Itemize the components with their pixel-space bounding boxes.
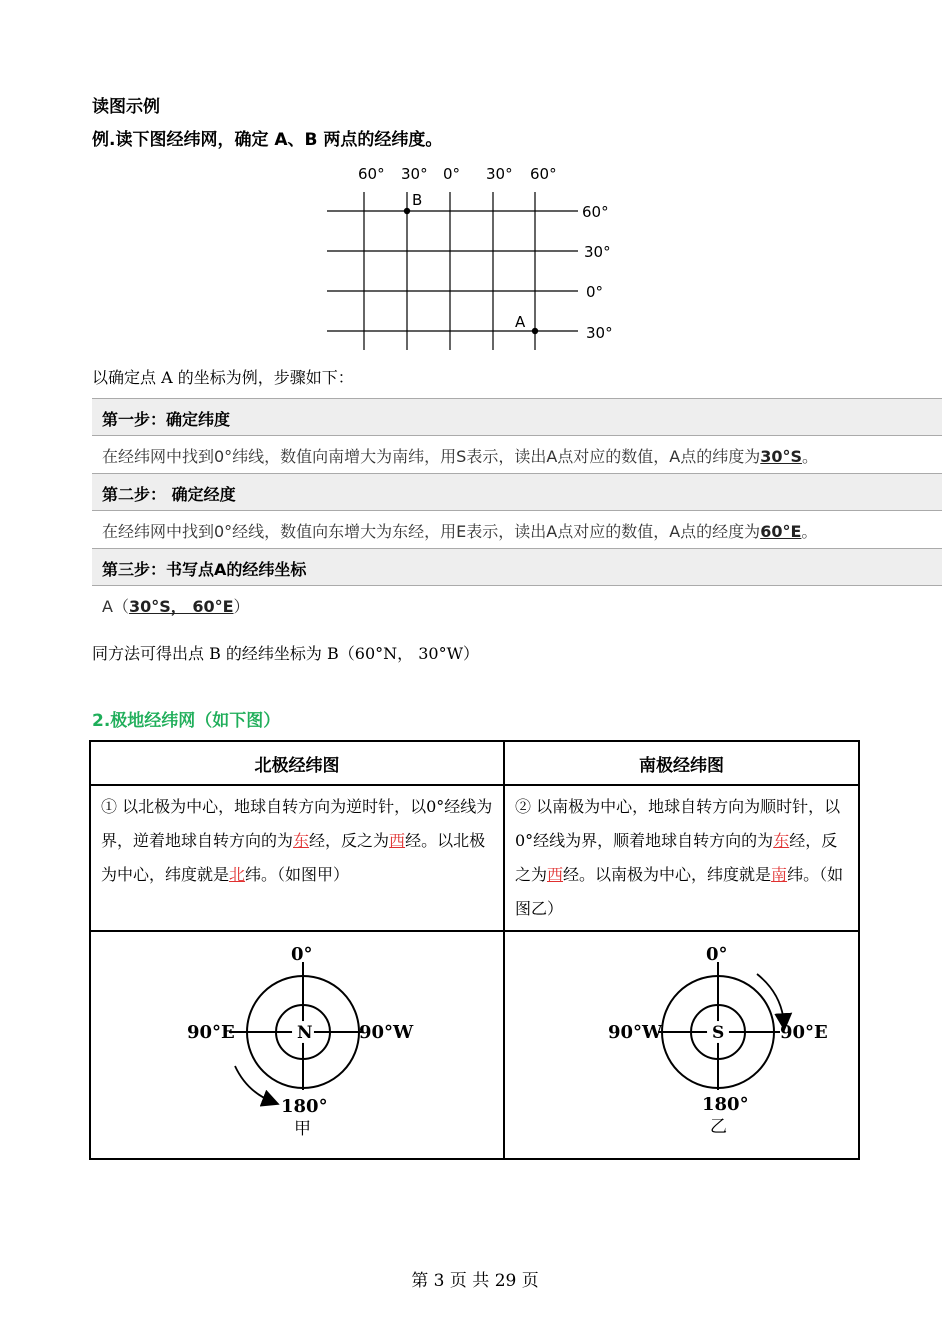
north-right-label: 90°W bbox=[359, 1022, 414, 1043]
step-2-answer: 60°E bbox=[760, 522, 802, 541]
south-highlight-1: 东 bbox=[773, 831, 790, 850]
step-2-title: 第二步： 确定经度 bbox=[92, 474, 942, 510]
south-left-label: 90°W bbox=[607, 1022, 662, 1043]
north-caption: 甲 bbox=[294, 1119, 311, 1139]
step-2-end: 。 bbox=[801, 522, 818, 541]
south-text-1: ② 以南极为中心，地球自转方向为顺时针，以 0°经线为界，顺着地球自转方向的为 bbox=[515, 797, 841, 850]
step-1-body bbox=[92, 436, 942, 474]
point-b-marker bbox=[404, 208, 410, 214]
right-label: 30° bbox=[584, 243, 611, 261]
step-1-end: 。 bbox=[802, 447, 819, 466]
south-figure-cell bbox=[504, 931, 859, 1159]
north-header: 北极经纬图 bbox=[90, 741, 504, 785]
section-title: 读图示例 bbox=[92, 97, 160, 117]
north-highlight-3: 北 bbox=[229, 865, 246, 884]
page-footer: 第 3 页 共 29 页 bbox=[411, 1271, 539, 1291]
south-caption: 乙 bbox=[709, 1117, 727, 1137]
right-label: 0° bbox=[586, 283, 604, 301]
lat-long-grid-diagram bbox=[320, 158, 620, 358]
step-1-title: 第一步：确定纬度 bbox=[92, 399, 942, 435]
step-3-body bbox=[92, 586, 942, 624]
south-highlight-3: 南 bbox=[771, 865, 788, 884]
south-text-4: 纬。（如图乙） bbox=[515, 865, 844, 918]
south-pole-diagram bbox=[532, 932, 832, 1154]
south-top-label: 0° bbox=[705, 944, 728, 965]
north-text-3: 经。以北极为中心，纬度就是 bbox=[101, 831, 486, 884]
north-text-4: 纬。（如图甲） bbox=[245, 865, 350, 884]
step-1-text: 在经纬网中找到0°纬线，数值向南增大为南纬，用S表示，读出A点对应的数值，A点的纬度为 bbox=[102, 447, 761, 466]
north-figure-cell bbox=[90, 931, 504, 1159]
step-3-suffix: ） bbox=[233, 597, 250, 616]
south-text-3: 经。以南极为中心，纬度就是 bbox=[563, 865, 772, 884]
point-b-label: B bbox=[412, 191, 423, 209]
right-label: 60° bbox=[582, 203, 609, 221]
intro-text: 以确定点 A 的坐标为例，步骤如下： bbox=[92, 368, 354, 387]
rotation-arrow-icon bbox=[757, 974, 784, 1024]
north-bottom-label: 180° bbox=[281, 1096, 328, 1117]
rotation-arrow-icon bbox=[235, 1066, 273, 1102]
south-center-label: S bbox=[711, 1023, 724, 1043]
step-3-title: 第三步：书写点A的经纬坐标 bbox=[92, 549, 942, 585]
point-a-label: A bbox=[515, 313, 526, 331]
south-description bbox=[504, 785, 859, 931]
example-title: 例.读下图经纬网，确定 A、B 两点的经纬度。 bbox=[92, 130, 443, 150]
top-label: 60° bbox=[530, 165, 557, 183]
step-2-body bbox=[92, 511, 942, 549]
step-1-answer: 30°S bbox=[760, 447, 803, 466]
south-header: 南极经纬图 bbox=[504, 741, 859, 785]
step-3-answer: 30°S， 60°E bbox=[128, 597, 234, 616]
south-highlight-2: 西 bbox=[547, 865, 564, 884]
north-center-label: N bbox=[297, 1023, 313, 1043]
point-a-marker bbox=[532, 328, 538, 334]
top-label: 60° bbox=[358, 165, 385, 183]
north-top-label: 0° bbox=[291, 944, 313, 965]
right-label: 30° bbox=[586, 324, 613, 342]
step-3-prefix: A（ bbox=[102, 597, 129, 616]
top-label: 30° bbox=[401, 165, 428, 183]
step-2-text: 在经纬网中找到0°经线，数值向东增大为东经，用E表示，读出A点对应的数值，A点的经度为 bbox=[102, 522, 761, 541]
south-right-label: 90°E bbox=[779, 1022, 828, 1043]
north-left-label: 90°E bbox=[187, 1022, 235, 1043]
top-label: 30° bbox=[486, 165, 513, 183]
north-text-1: ① 以北极为中心，地球自转方向为逆时针，以0°经线为界，逆着地球自转方向的为 bbox=[101, 797, 493, 850]
north-pole-diagram bbox=[147, 932, 447, 1154]
polar-comparison-table bbox=[89, 740, 860, 1160]
north-text-2: 经，反之为 bbox=[309, 831, 390, 850]
top-label: 0° bbox=[443, 165, 461, 183]
south-bottom-label: 180° bbox=[701, 1094, 749, 1115]
south-text-2: 经，反之为 bbox=[515, 831, 838, 884]
north-highlight-2: 西 bbox=[389, 831, 406, 850]
conclusion-text: 同方法可得出点 B 的经纬坐标为 B（60°N， 30°W） bbox=[92, 644, 480, 663]
north-description bbox=[90, 785, 504, 931]
polar-section-title: 2.极地经纬网（如下图） bbox=[92, 711, 281, 731]
north-highlight-1: 东 bbox=[293, 831, 310, 850]
